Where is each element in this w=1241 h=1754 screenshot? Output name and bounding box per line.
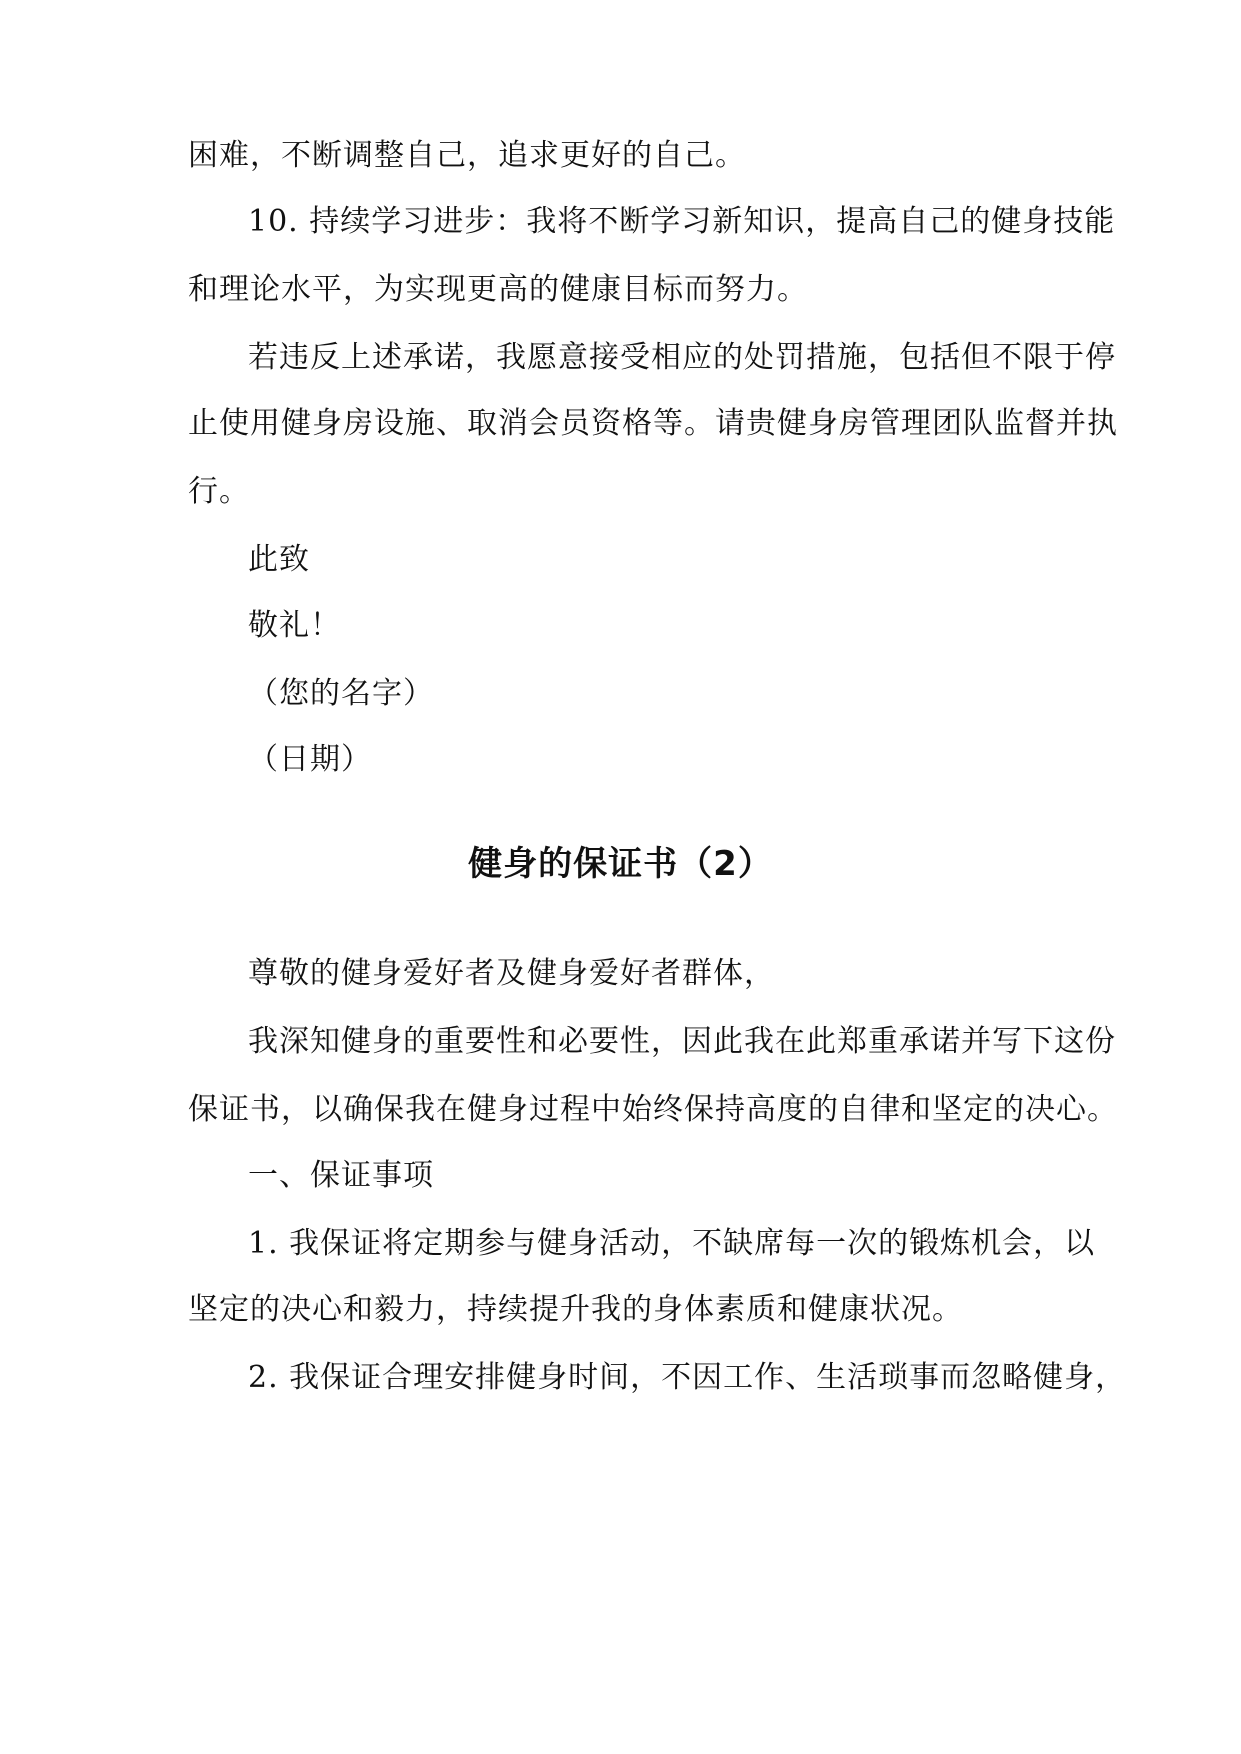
penalty-paragraph-line-3: 行。 [188,474,250,509]
salutation: 尊敬的健身爱好者及健身爱好者群体， [248,956,775,991]
paragraph-10-line-1: 10. 持续学习进步：我将不断学习新知识，提高自己的健身技能 [248,204,1116,239]
penalty-paragraph-line-1: 若违反上述承诺，我愿意接受相应的处罚措施，包括但不限于停 [248,340,1116,375]
signature-name-placeholder: （您的名字） [248,676,434,711]
paragraph-9-continuation: 困难，不断调整自己，追求更好的自己。 [188,138,746,173]
item-2-line-1: 2. 我保证合理安排健身时间，不因工作、生活琐事而忽略健身， [248,1360,1127,1395]
section-2-title: 健身的保证书（2） [468,844,773,884]
closing-ci-zhi: 此致 [248,542,310,577]
item-1-line-2: 坚定的决心和毅力，持续提升我的身体素质和健康状况。 [188,1292,963,1327]
item-1-line-1: 1. 我保证将定期参与健身活动，不缺席每一次的锻炼机会，以 [248,1226,1096,1261]
section-heading-guarantees: 一、保证事项 [248,1158,434,1193]
penalty-paragraph-line-2: 止使用健身房设施、取消会员资格等。请贵健身房管理团队监督并执 [188,406,1118,441]
paragraph-10-line-2: 和理论水平，为实现更高的健康目标而努力。 [188,272,808,307]
signature-date-placeholder: （日期） [248,742,372,777]
intro-paragraph-line-2: 保证书，以确保我在健身过程中始终保持高度的自律和坚定的决心。 [188,1092,1118,1127]
closing-jing-li: 敬礼！ [248,608,341,643]
intro-paragraph-line-1: 我深知健身的重要性和必要性，因此我在此郑重承诺并写下这份 [248,1024,1116,1059]
